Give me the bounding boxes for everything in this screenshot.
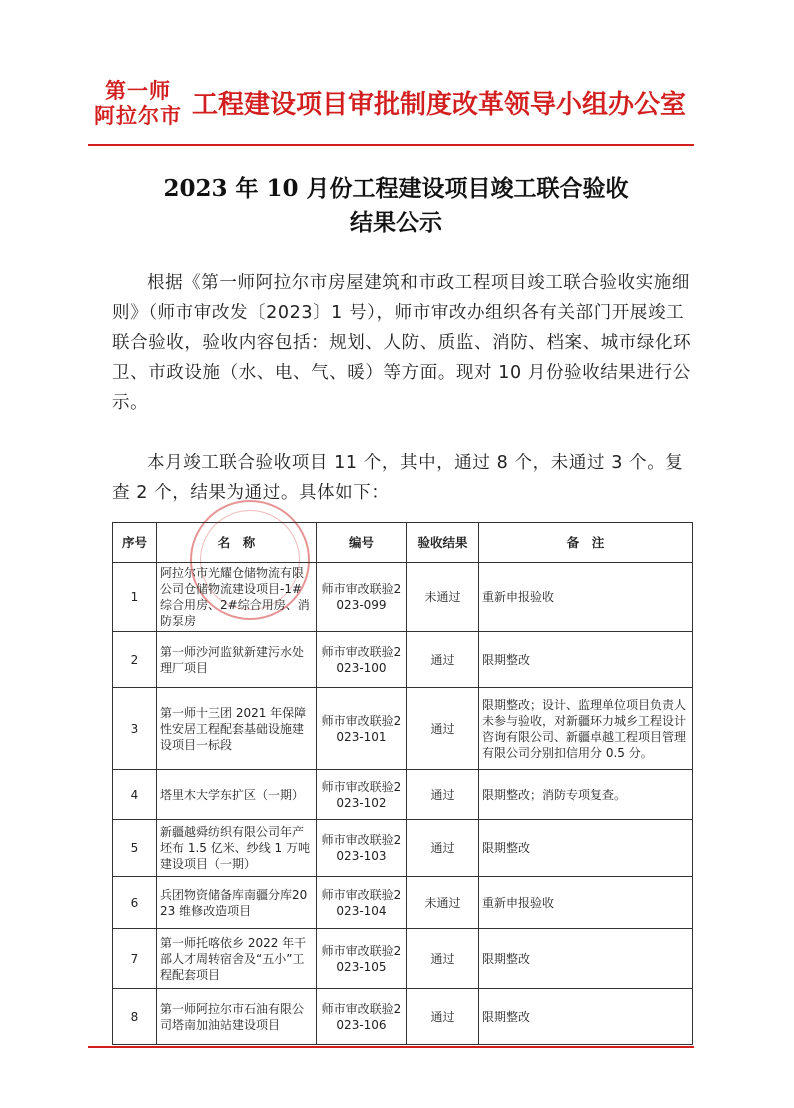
row-no: 8 — [113, 989, 157, 1045]
row-note: 限期整改 — [479, 929, 693, 989]
letterhead-rule — [88, 144, 694, 146]
row-note: 重新申报验收 — [479, 563, 693, 632]
office-title: 工程建设项目审批制度改革领导小组办公室 — [192, 90, 687, 120]
row-result: 未通过 — [407, 877, 479, 929]
row-code: 师市审改联验2023-104 — [317, 877, 407, 929]
letterhead — [88, 74, 708, 136]
table-row — [113, 929, 693, 989]
table-row — [113, 563, 693, 632]
row-code: 师市审改联验2023-101 — [317, 688, 407, 770]
document-title — [96, 172, 696, 240]
row-note: 限期整改；消防专项复查。 — [479, 770, 693, 820]
title-line-1: 2023 年 10 月份工程建设项目竣工联合验收 — [163, 175, 629, 202]
results-table — [112, 522, 693, 1045]
row-code: 师市审改联验2023-105 — [317, 929, 407, 989]
table-row — [113, 877, 693, 929]
row-no: 2 — [113, 632, 157, 688]
footer-rule — [88, 1046, 694, 1048]
row-result: 通过 — [407, 820, 479, 877]
row-result: 通过 — [407, 632, 479, 688]
row-code: 师市审改联验2023-106 — [317, 989, 407, 1045]
table-row — [113, 688, 693, 770]
row-note: 限期整改 — [479, 989, 693, 1045]
paragraph-2-text: 本月竣工联合验收项目 11 个，其中，通过 8 个，未通过 3 个。复查 2 个，结果为通过。具体如下： — [112, 453, 684, 503]
table-row — [113, 632, 693, 688]
row-no: 6 — [113, 877, 157, 929]
table-row — [113, 820, 693, 877]
row-note: 限期整改 — [479, 632, 693, 688]
row-no: 7 — [113, 929, 157, 989]
row-name: 塔里木大学东扩区（一期） — [157, 770, 317, 820]
organization-line-1: 第一师 — [105, 78, 171, 103]
header-no: 序号 — [113, 523, 157, 563]
organization-line-2: 阿拉尔市 — [94, 103, 182, 128]
row-name: 新疆越舜纺织有限公司年产坯布 1.5 亿米、纱线 1 万吨建设项目（一期） — [157, 820, 317, 877]
table-row — [113, 989, 693, 1045]
row-name: 第一师阿拉尔市石油有限公司塔南加油站建设项目 — [157, 989, 317, 1045]
row-code: 师市审改联验2023-100 — [317, 632, 407, 688]
row-name: 第一师沙河监狱新建污水处理厂项目 — [157, 632, 317, 688]
row-no: 1 — [113, 563, 157, 632]
row-result: 通过 — [407, 688, 479, 770]
body-paragraph-1 — [112, 268, 694, 418]
row-no: 5 — [113, 820, 157, 877]
table-row — [113, 770, 693, 820]
table-header-row — [113, 523, 693, 563]
row-name: 兵团物资储备库南疆分库2023 维修改造项目 — [157, 877, 317, 929]
row-result: 通过 — [407, 989, 479, 1045]
header-note: 备 注 — [479, 523, 693, 563]
row-note: 限期整改 — [479, 820, 693, 877]
header-code: 编号 — [317, 523, 407, 563]
title-line-2: 结果公示 — [350, 209, 442, 236]
body-paragraph-2 — [112, 448, 694, 508]
row-code: 师市审改联验2023-103 — [317, 820, 407, 877]
header-result: 验收结果 — [407, 523, 479, 563]
row-name: 阿拉尔市光耀仓储物流有限公司仓储物流建设项目-1#综合用房、2#综合用房、消防泵房 — [157, 563, 317, 632]
row-result: 通过 — [407, 770, 479, 820]
row-result: 通过 — [407, 929, 479, 989]
paragraph-1-text: 根据《第一师阿拉尔市房屋建筑和市政工程项目竣工联合验收实施细则》（师市审改发〔2023〕1 号），师市审改办组织各有关部门开展竣工联合验收，验收内容包括：规划、人防、质监、消防、档案、城市绿化环卫、市政设施（水、电、气、暖）等方面。现对 10 月份验收结果进行公示。 — [112, 273, 692, 413]
row-code: 师市审改联验2023-099 — [317, 563, 407, 632]
row-no: 4 — [113, 770, 157, 820]
row-result: 未通过 — [407, 563, 479, 632]
header-name: 名 称 — [157, 523, 317, 563]
organization-name — [88, 78, 188, 128]
row-note: 限期整改；设计、监理单位项目负责人未参与验收，对新疆环力城乡工程设计咨询有限公司、新疆卓越工程项目管理有限公司分别扣信用分 0.5 分。 — [479, 688, 693, 770]
row-name: 第一师托喀依乡 2022 年干部人才周转宿舍及“五小”工程配套项目 — [157, 929, 317, 989]
row-code: 师市审改联验2023-102 — [317, 770, 407, 820]
row-name: 第一师十三团 2021 年保障性安居工程配套基础设施建设项目一标段 — [157, 688, 317, 770]
row-note: 重新申报验收 — [479, 877, 693, 929]
row-no: 3 — [113, 688, 157, 770]
